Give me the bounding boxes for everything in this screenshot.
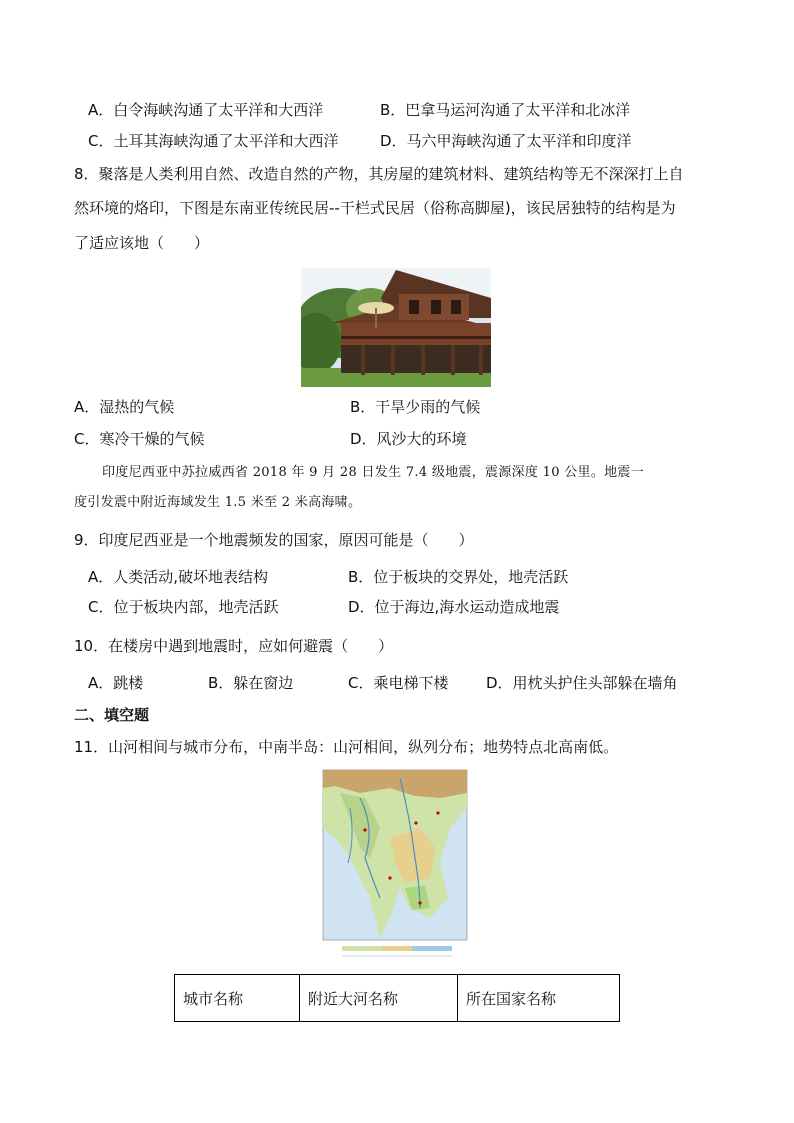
q7-option-c: C．土耳其海峡沟通了太平洋和大西洋	[88, 132, 339, 150]
passage-line2: 度引发震中附近海域发生 1.5 米至 2 米高海啸。	[74, 495, 362, 510]
q8-stem-line1: 8．聚落是人类利用自然、改造自然的产物，其房屋的建筑材料、建筑结构等无不深深打上自	[74, 165, 684, 183]
q9-option-c: C．位于板块内部，地壳活跃	[88, 598, 279, 616]
q9-option-a: A．人类活动,破坏地表结构	[88, 568, 269, 586]
table-header-row	[175, 975, 620, 1022]
q10-option-a: A．跳楼	[88, 674, 144, 692]
q10-option-c: C．乘电梯下楼	[348, 674, 449, 692]
q7-option-a: A．白令海峡沟通了太平洋和大西洋	[88, 101, 324, 119]
table-header-river: 附近大河名称	[300, 975, 458, 1022]
q10-option-b: B．躲在窗边	[208, 674, 294, 692]
q8-option-c: C．寒冷干燥的气候	[74, 430, 205, 448]
q8-option-a: A．湿热的气候	[74, 398, 175, 416]
section-title: 二、填空题	[74, 706, 150, 724]
q7-option-b: B．巴拿马运河沟通了太平洋和北冰洋	[380, 101, 631, 119]
table-header-city: 城市名称	[175, 975, 300, 1022]
q9-option-d: D．位于海边,海水运动造成地震	[348, 598, 560, 616]
q8-stem-line2: 然环境的烙印，下图是东南亚传统民居--干栏式民居（俗称高脚屋)，该民居独特的结构是为	[74, 199, 676, 217]
q9-stem: 9．印度尼西亚是一个地震频发的国家，原因可能是（ ）	[74, 531, 474, 549]
q8-option-b: B．干旱少雨的气候	[350, 398, 481, 416]
q10-option-d: D．用枕头护住头部躲在墙角	[486, 674, 678, 692]
q9-option-b: B．位于板块的交界处，地壳活跃	[348, 568, 569, 586]
q8-stem-line3: 了适应该地（ ）	[74, 234, 210, 252]
q8-option-d: D．风沙大的环境	[350, 430, 467, 448]
q7-option-d: D．马六甲海峡沟通了太平洋和印度洋	[380, 132, 632, 150]
stilt-house-photo	[301, 268, 491, 387]
passage-line1: 印度尼西亚中苏拉威西省 2018 年 9 月 28 日发生 7.4 级地震，震源深度 10 公里。地震一	[102, 465, 645, 480]
q11-stem: 11．山河相间与城市分布，中南半岛：山河相间，纵列分布；地势特点北高南低。	[74, 738, 619, 756]
table-header-country: 所在国家名称	[458, 975, 620, 1022]
q10-stem: 10．在楼房中遇到地震时，应如何避震（ ）	[74, 637, 394, 655]
indochina-map	[320, 768, 470, 963]
city-table	[174, 974, 620, 1022]
